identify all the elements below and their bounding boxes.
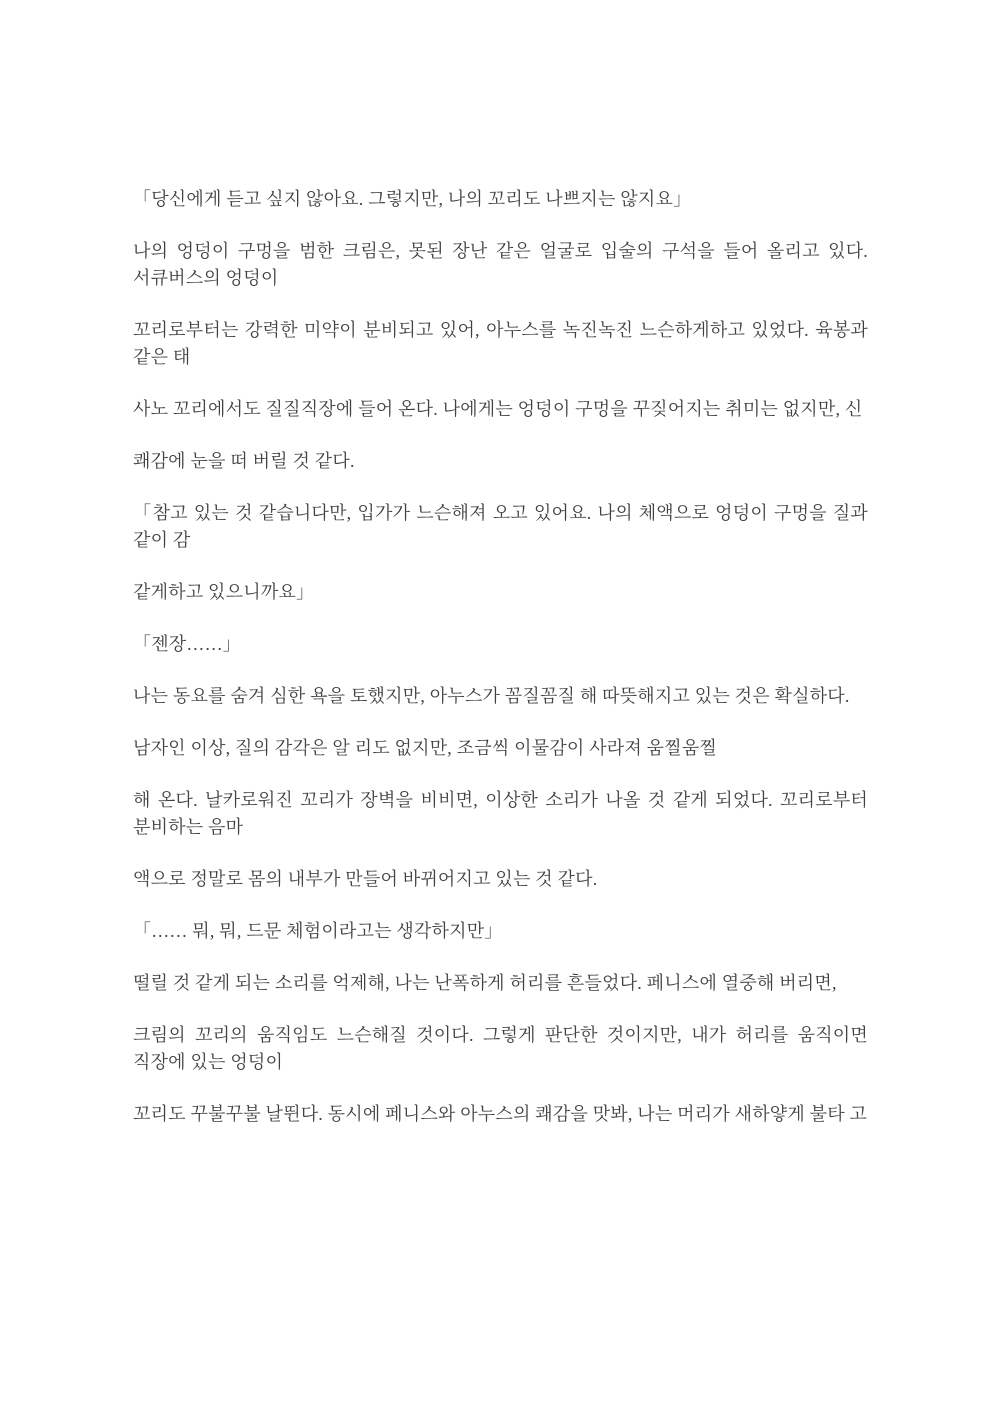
paragraph: 꼬리로부터는 강력한 미약이 분비되고 있어, 아누스를 녹진녹진 느슨하게하고 있었다. 육봉과 같은 태 — [133, 320, 868, 367]
paragraph: 크림의 꼬리의 움직임도 느슨해질 것이다. 그렇게 판단한 것이지만, 내가 허리를 움직이면 직장에 있는 엉덩이 — [133, 1025, 868, 1072]
paragraph: 쾌감에 눈을 떠 버릴 것 같다. — [133, 451, 355, 471]
paragraph: 액으로 정말로 몸의 내부가 만들어 바뀌어지고 있는 것 같다. — [133, 869, 598, 889]
paragraph: 떨릴 것 같게 되는 소리를 억제해, 나는 난폭하게 허리를 흔들었다. 페니스에 열중해 버리면, — [133, 973, 837, 993]
paragraph: 「참고 있는 것 같습니다만, 입가가 느슨해져 오고 있어요. 나의 체액으로 엉덩이 구멍을 질과 같이 감 — [133, 503, 868, 550]
paragraph: 남자인 이상, 질의 감각은 알 리도 없지만, 조금씩 이물감이 사라져 움찔움찔 — [133, 738, 718, 758]
paragraph: 꼬리도 꾸불꾸불 날뛴다. 동시에 페니스와 아누스의 쾌감을 맛봐, 나는 머리가 새하얗게 불타 고 — [133, 1104, 868, 1124]
paragraph: 사노 꼬리에서도 질질직장에 들어 온다. 나에게는 엉덩이 구멍을 꾸짖어지는 취미는 없지만, 신 — [133, 399, 863, 419]
paragraph: 「…… 뭐, 뭐, 드문 체험이라고는 생각하지만」 — [133, 921, 503, 941]
paragraph: 같게하고 있으니까요」 — [133, 582, 315, 602]
paragraph: 해 온다. 날카로워진 꼬리가 장벽을 비비면, 이상한 소리가 나올 것 같게 되었다. 꼬리로부터 분비하는 음마 — [133, 790, 868, 837]
paragraph: 「당신에게 듣고 싶지 않아요. 그렇지만, 나의 꼬리도 나쁘지는 않지요」 — [133, 189, 692, 209]
paragraph: 나의 엉덩이 구멍을 범한 크림은, 못된 장난 같은 얼굴로 입술의 구석을 들어 올리고 있다. 서큐버스의 엉덩이 — [133, 241, 868, 288]
paragraph: 나는 동요를 숨겨 심한 욕을 토했지만, 아누스가 꼼질꼼질 해 따뜻해지고 있는 것은 확실하다. — [133, 686, 850, 706]
paragraph: 「젠장……」 — [133, 634, 241, 654]
